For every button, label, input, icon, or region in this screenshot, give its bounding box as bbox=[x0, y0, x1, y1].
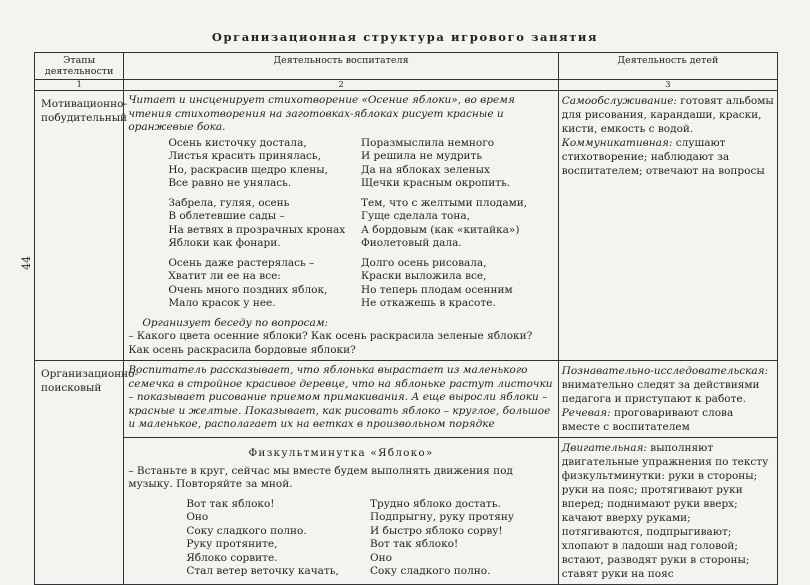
poem-line: Фиолетовый дала. bbox=[361, 237, 462, 249]
poem-line: И быстро яблоко сорву! bbox=[370, 524, 503, 537]
poem-line: В облетевшие сады – bbox=[168, 210, 285, 222]
poem-line: Осень даже растерялась – bbox=[168, 256, 315, 269]
poem-line: Долго осень рисовала, bbox=[361, 256, 487, 269]
activity-text: проговаривают слова вместе с воспитателем bbox=[561, 407, 734, 433]
activity-label: Коммуникативная: bbox=[561, 137, 673, 149]
header-stage: Этапы деятельности bbox=[35, 53, 124, 80]
poem-line: Руку протяните, bbox=[186, 538, 278, 550]
poem-line: Щечки красным окропить. bbox=[361, 177, 511, 189]
header-teacher: Деятельность воспитателя bbox=[124, 53, 558, 80]
poem-line: Поразмыслила немного bbox=[361, 136, 495, 149]
poem-line: Хватит ли ее на все: bbox=[168, 270, 281, 282]
questions: – Какого цвета осенние яблоки? Как осень раскрасила зеленые яблоки? Как осень раскрасила бордовые яблоки? bbox=[128, 330, 533, 356]
page-number: 44 bbox=[20, 256, 33, 270]
poem-line: Подпрыгну, руку протяну bbox=[370, 511, 515, 523]
poem-line: Краски выложила все, bbox=[361, 270, 487, 282]
teacher-cell bbox=[124, 438, 558, 585]
poem-line: Яблоки как фонари. bbox=[168, 237, 281, 249]
poem-line: И решила не мудрить bbox=[361, 150, 483, 162]
poem-line: Мало красок у нее. bbox=[168, 297, 276, 309]
stage-cell: Организационно-поисковый bbox=[35, 361, 124, 585]
children-cell bbox=[558, 361, 777, 438]
children-activity bbox=[562, 364, 774, 406]
poem-line: Трудно яблоко достать. bbox=[370, 497, 501, 510]
col-number: 1 bbox=[35, 80, 124, 91]
children-activity bbox=[562, 94, 774, 136]
activity-text: слушают стихотворение; наблюдают за воспитателем; отвечают на вопросы bbox=[561, 137, 765, 177]
poem-right-column bbox=[361, 135, 554, 317]
poem-line: Оно bbox=[370, 551, 392, 564]
poem-line: Яблоко сорвите. bbox=[186, 551, 278, 564]
poem-line: Вот так яблоко! bbox=[186, 497, 275, 510]
stanza bbox=[361, 137, 554, 191]
poem-line: Забрела, гуляя, осень bbox=[168, 196, 290, 209]
minutka-title: Физкультминутка «Яблоко» bbox=[248, 447, 434, 459]
poem-line: Гуще сделала тона, bbox=[361, 210, 470, 222]
header-row bbox=[35, 53, 778, 80]
poem-line: Стал ветер веточку качать, bbox=[186, 565, 339, 577]
poem-line: Но, раскрасив щедро клены, bbox=[168, 163, 328, 176]
activity-label: Самообслуживание: bbox=[561, 95, 677, 107]
stanza bbox=[361, 257, 554, 311]
poem-line: Оно bbox=[186, 511, 209, 523]
poem-left-column bbox=[168, 135, 361, 317]
stage-cell: Мотивационно-побудительный bbox=[35, 91, 124, 361]
poem-line: Да на яблоках зеленых bbox=[361, 163, 490, 176]
column-numbers-row bbox=[35, 80, 778, 91]
children-cell bbox=[558, 91, 777, 361]
stanza bbox=[168, 197, 361, 251]
teacher-intro: Читает и инсценирует стихотворение «Осение яблоки», во время чтения стихотворения на заготовках-яблоках рисует красные и оранжевые бока. bbox=[128, 94, 515, 133]
activity-text: выполняют двигательные упражнения по тексту физкультминутки: руки в стороны; руки на пояс; протягивают руки вперед; поднимают руки вверх; качают вверху руками; потягиваются, подпрыгивают; хлопают в ладоши над головой; встают, разводят руки в стороны; ставят руки на пояс bbox=[561, 442, 769, 580]
children-activity bbox=[562, 406, 774, 434]
activity-table bbox=[34, 52, 778, 585]
teacher-cell: Воспитатель рассказывает, что яблонька вырастает из маленького семечка в стройное красивое деревце, что на яблоньке растут листочки – показывает рисование приемом примакивания. А еще выросли яблоки – красные и желтые. Показывает, как рисовать яблоко – круглое, большое и маленькое, располагает их на ветках в произвольном порядке bbox=[124, 361, 558, 438]
poem bbox=[186, 498, 553, 579]
stanza bbox=[168, 257, 361, 311]
table-row-organization bbox=[35, 361, 778, 438]
poem-line: Очень много поздних яблок, bbox=[168, 283, 328, 296]
table-row-motivation bbox=[35, 91, 778, 361]
table-row-physical-break bbox=[35, 438, 778, 585]
poem-line: Вот так яблоко! bbox=[370, 538, 459, 550]
poem-line: Все равно не унялась. bbox=[168, 177, 292, 189]
activity-text: готовят альбомы для рисования, карандаши, краски, кисти, емкость с водой. bbox=[561, 95, 774, 135]
instruction: – Встаньте в круг, сейчас мы вместе будем выполнять движения под музыку. Повторяйте за мной. bbox=[128, 464, 513, 490]
poem-line: На ветвях в прозрачных кронах bbox=[168, 223, 346, 236]
stanza bbox=[168, 137, 361, 191]
activity-label: Познавательно-исследовательская: bbox=[561, 365, 769, 377]
col-number: 3 bbox=[558, 80, 777, 91]
poem-line: А бордовым (как «китайка») bbox=[361, 223, 520, 236]
activity-label: Двигательная: bbox=[561, 442, 647, 454]
poem-line: Соку сладкого полно. bbox=[370, 565, 491, 577]
poem-right-column bbox=[370, 498, 554, 579]
activity-label: Речевая: bbox=[561, 407, 611, 419]
poem-line: Не откажешь в красоте. bbox=[361, 297, 496, 309]
poem-line: Но теперь плодам осенним bbox=[361, 283, 513, 296]
col-number: 2 bbox=[124, 80, 558, 91]
poem-left-column bbox=[186, 498, 370, 579]
children-activity bbox=[562, 441, 774, 581]
poem-line: Осень кисточку достала, bbox=[168, 136, 307, 149]
poem bbox=[168, 135, 553, 317]
page-title: Организационная структура игрового занятия bbox=[211, 30, 599, 44]
poem-line: Соку сладкого полно. bbox=[186, 524, 307, 537]
poem-line: Листья красить принялась, bbox=[168, 150, 321, 162]
children-cell bbox=[558, 438, 777, 585]
children-activity bbox=[562, 136, 774, 178]
header-children: Деятельность детей bbox=[558, 53, 777, 80]
teacher-cell bbox=[124, 91, 558, 361]
conversation-label: Организует беседу по вопросам: bbox=[142, 316, 329, 329]
activity-text: внимательно следят за действиями педагога и приступают к работе. bbox=[561, 379, 760, 405]
poem-line: Тем, что с желтыми плодами, bbox=[361, 196, 528, 209]
stanza bbox=[361, 197, 554, 251]
